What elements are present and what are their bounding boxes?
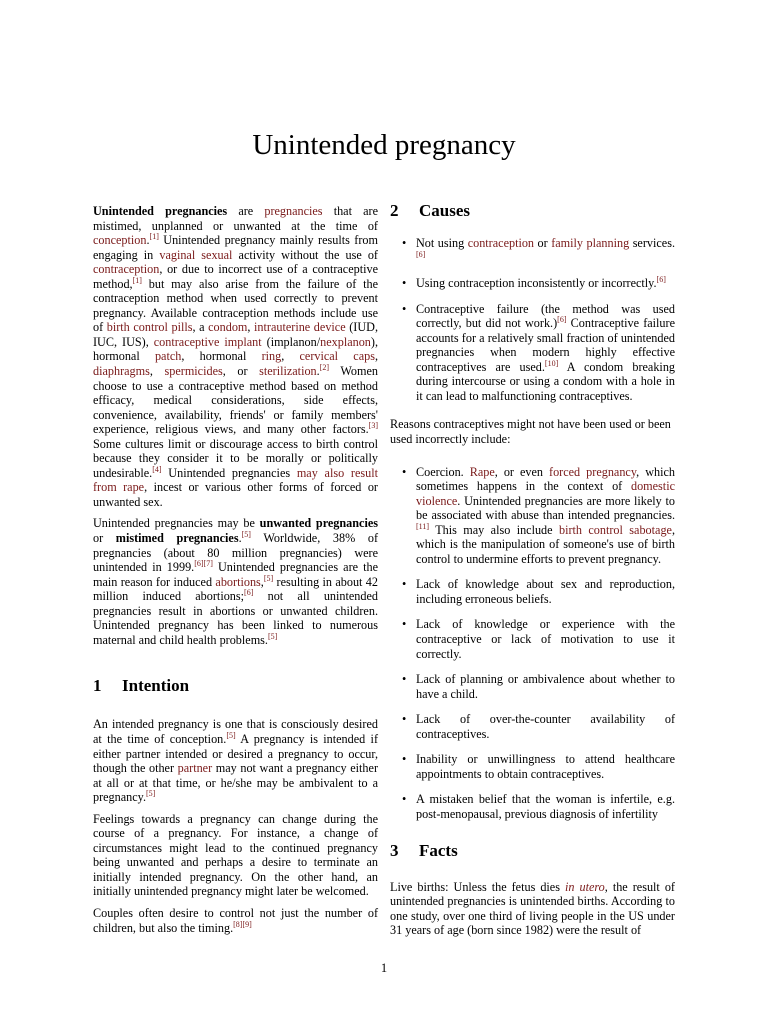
causes-middle-paragraph xyxy=(390,417,675,446)
list-item xyxy=(390,792,675,821)
bullet-icon: • xyxy=(402,464,407,479)
text-run: , the result of unintended pregnancies is unintended births. According to one study, over one third of living people in the US under 31 years of age (born since 1982) were the result of xyxy=(390,879,675,938)
text-run: An intended pregnancy is one that is consciously desired at the time of conception. xyxy=(93,717,378,746)
wiki-link[interactable]: Rape xyxy=(469,464,495,479)
citation-link[interactable]: [6] xyxy=(656,275,666,285)
text-run: are xyxy=(227,204,265,218)
section-number: 3 xyxy=(390,840,399,860)
wiki-link[interactable]: contraceptive implant xyxy=(153,334,262,349)
text-run: Using contraception inconsistently or incorrectly. xyxy=(416,276,657,291)
wiki-link[interactable]: spermicides xyxy=(164,364,223,379)
bullet-icon: • xyxy=(402,301,407,316)
text-run: Live births: Unless the fetus dies xyxy=(390,879,565,894)
text-run: Not using xyxy=(416,236,468,250)
bullet-icon: • xyxy=(402,617,407,632)
list-item xyxy=(390,617,675,661)
list-item xyxy=(390,276,675,291)
text-run: Coercion. xyxy=(416,464,470,479)
section-title: Causes xyxy=(419,201,471,220)
wiki-link[interactable]: may also result from rape xyxy=(93,465,378,495)
wiki-link[interactable]: domestic violence xyxy=(416,479,675,508)
text-run: . xyxy=(146,233,150,248)
wiki-link[interactable]: patch xyxy=(154,349,182,364)
text-run: Lack of knowledge about sex and reproduction, including erroneous beliefs. xyxy=(416,577,675,606)
citation-link[interactable]: [6] xyxy=(244,588,254,598)
text-run: that are mistimed, unplanned or unwanted at the time of xyxy=(93,204,378,233)
citation-link[interactable]: [4] xyxy=(152,464,162,474)
section-heading-facts xyxy=(390,840,675,866)
bullet-icon: • xyxy=(402,577,407,592)
wiki-link[interactable]: nexplanon xyxy=(320,334,371,349)
bold-term: Unintended pregnancies xyxy=(93,204,228,218)
text-run: Contraceptive failure (the method was used correctly, but did not work.) xyxy=(416,301,675,331)
text-run: , which is the manipulation of someone's use of birth control to undermine efforts to prevent pregnancy. xyxy=(416,522,675,566)
section-heading-intention xyxy=(93,676,378,701)
text-run: Lack of over-the-counter availability of contraceptives. xyxy=(416,712,675,741)
citation-link[interactable]: [1] xyxy=(149,232,159,242)
text-run: , or even xyxy=(494,464,550,479)
page-number: 1 xyxy=(380,961,388,975)
right-column xyxy=(390,201,676,945)
section-number: 1 xyxy=(93,676,102,696)
intention-paragraph-3 xyxy=(93,906,378,935)
text-run: or xyxy=(93,531,116,546)
wiki-link[interactable]: condom xyxy=(208,320,248,335)
wiki-link[interactable]: intrauterine device xyxy=(254,320,346,335)
text-run: , a xyxy=(192,320,209,335)
text-run: Lack of planning or ambivalence about whether to have a child. xyxy=(416,672,675,701)
citation-link[interactable]: [5] xyxy=(263,573,274,583)
bold-term: unwanted pregnancies xyxy=(259,516,378,531)
text-run: Worldwide, 38% of pregnancies (about 80 million pregnancies) were unintended in 1999. xyxy=(93,531,378,575)
citation-link[interactable]: [6] xyxy=(416,249,426,259)
list-item xyxy=(390,302,675,404)
citation-link[interactable]: [11] xyxy=(416,521,430,531)
page-title: Unintended pregnancy xyxy=(252,129,516,162)
wiki-link[interactable]: contraception xyxy=(93,262,160,277)
section-title: Intention xyxy=(122,676,190,696)
wiki-link[interactable]: birth control pills xyxy=(106,320,193,335)
text-run: may not want a pregnancy either at all or at that time, or he/she may be ambivalent to a pregnancy. xyxy=(93,761,378,805)
text-run: Unintended pregnancies xyxy=(161,465,297,480)
citation-link[interactable]: [6] xyxy=(557,315,567,325)
list-item xyxy=(390,465,675,567)
text-run: . Unintended pregnancies are more likely to be associated with abuse than intended pregnancies. xyxy=(416,493,675,523)
intro-paragraph-2 xyxy=(93,516,378,647)
list-item xyxy=(390,236,675,265)
text-run: Reasons contraceptives might not have been used or been used incorrectly include: xyxy=(390,417,671,447)
bullet-icon: • xyxy=(402,712,407,727)
bullet-icon: • xyxy=(402,792,407,807)
wiki-link[interactable]: in utero xyxy=(564,879,605,894)
text-run: , incest or various other forms of forced or unwanted sex. xyxy=(93,480,378,509)
citation-link[interactable]: [3] xyxy=(368,421,378,431)
text-run: Some cultures limit or discourage access to birth control because they consider it to be morally or politically undesirable. xyxy=(93,436,378,480)
text-run: ), hormonal xyxy=(93,334,379,364)
intro-paragraph-1 xyxy=(93,204,378,509)
wiki-link[interactable]: sterilization xyxy=(259,364,317,379)
list-item xyxy=(390,752,675,781)
citation-link[interactable]: [6][7] xyxy=(194,559,213,569)
text-run: , or xyxy=(222,364,260,379)
wiki-link[interactable]: ring xyxy=(261,349,282,364)
wiki-link[interactable]: abortions xyxy=(215,574,261,589)
text-run: Unintended pregnancies may be xyxy=(93,516,260,531)
text-run: Lack of knowledge or experience with the contraceptive or lack of motivation to use it correctly. xyxy=(416,617,675,661)
text-run: Unintended pregnancy mainly results from engaging in xyxy=(93,233,378,262)
text-run: A mistaken belief that the woman is infertile, e.g. post-menopausal, previous diagnosis of infertility xyxy=(416,792,675,821)
text-run: . xyxy=(316,364,320,379)
citation-link[interactable]: [1] xyxy=(132,275,142,285)
causes-list-1 xyxy=(390,236,675,403)
text-run: This may also include xyxy=(429,522,559,537)
list-item xyxy=(390,577,675,606)
text-run: services. xyxy=(629,236,675,250)
text-run: Couples often desire to control not just the number of children, but also the timing. xyxy=(93,905,378,935)
citation-link[interactable]: [5] xyxy=(226,730,236,740)
text-run: or xyxy=(534,236,552,250)
wiki-link[interactable]: forced pregnancy xyxy=(549,464,637,479)
citation-link[interactable]: [8][9] xyxy=(233,919,252,929)
section-title: Facts xyxy=(419,840,458,860)
causes-list-2 xyxy=(390,465,675,822)
citation-link[interactable]: [2] xyxy=(319,363,330,373)
wiki-link[interactable]: contraception xyxy=(467,236,535,250)
bold-term: mistimed pregnancies xyxy=(115,531,239,546)
text-run: activity without the use of xyxy=(232,247,378,262)
list-item xyxy=(390,712,675,741)
text-run: Inability or unwillingness to attend healthcare appointments to obtain contraceptives. xyxy=(416,752,675,781)
text-run: A pregnancy is intended if either partner intended or desired a pregnancy to occur, though the other xyxy=(93,731,378,776)
text-run: , xyxy=(247,320,255,335)
citation-link[interactable]: [5] xyxy=(241,530,251,540)
facts-paragraph-1 xyxy=(390,880,675,938)
text-run: (implanon/ xyxy=(261,334,321,349)
text-run: , xyxy=(260,574,264,589)
text-run: Unintended pregnancies are the main reason for induced xyxy=(93,560,379,589)
left-column xyxy=(93,204,378,942)
bullet-icon: • xyxy=(402,672,407,687)
intention-paragraph-1 xyxy=(93,717,378,804)
text-run: (IUD, IUC, IUS), xyxy=(93,320,378,349)
section-number: 2 xyxy=(390,201,399,220)
text-run: Feelings towards a pregnancy can change during the course of a pregnancy. For instance, a change of circumstances might lead to the continued pregnancy being unwanted and perhaps a desire to terminate an initially intended pregnancy. On the other hand, an initially unintended pregnancy might later be welcomed. xyxy=(93,811,378,899)
text-run: resulting in about 42 million induced abortions; xyxy=(93,574,378,604)
text-run: but may also arise from the failure of the contraception method when used correctly to prevent pregnancy. Available contraception methods include use of xyxy=(93,276,378,335)
wiki-link[interactable]: family planning xyxy=(551,236,630,250)
text-run: , or due to incorrect use of a contraceptive method, xyxy=(93,262,378,291)
text-run: , which sometimes happens in the context of xyxy=(416,464,675,494)
wiki-link[interactable]: pregnancies xyxy=(264,204,323,218)
wiki-link[interactable]: vaginal sexual xyxy=(159,247,233,262)
bullet-icon: • xyxy=(402,236,407,250)
bullet-icon: • xyxy=(402,752,407,767)
wiki-link[interactable]: birth control sabotage xyxy=(558,522,672,537)
text-run: , xyxy=(374,349,378,364)
wiki-link[interactable]: diaphragms xyxy=(93,364,150,379)
text-run: , xyxy=(149,364,165,379)
bullet-icon: • xyxy=(402,276,407,291)
intention-paragraph-2 xyxy=(93,812,378,899)
text-run: A condom breaking during intercourse or using a condom with a hole in it can lead to malfunctioning contraceptives. xyxy=(416,359,676,403)
wiki-link[interactable]: cervical caps xyxy=(299,349,375,364)
section-heading-causes xyxy=(390,201,675,226)
list-item xyxy=(390,672,675,701)
text-run: Women choose to use a contraceptive method based on method efficacy, medical considerations, side effects, convenience, availability, friends' or family members' experience, religious views, and many other factors. xyxy=(93,364,378,437)
text-run: , hormonal xyxy=(181,349,262,364)
text-run: . xyxy=(238,531,242,546)
text-run: Contraceptive failure accounts for a relatively small fraction of unintended pregnancies when modern highly effective contraceptives are used. xyxy=(416,316,675,374)
citation-link[interactable]: [5] xyxy=(267,631,278,641)
citation-link[interactable]: [5] xyxy=(146,789,156,799)
wiki-link[interactable]: partner xyxy=(177,761,213,776)
citation-link[interactable]: [10] xyxy=(544,358,559,368)
wiki-link[interactable]: conception xyxy=(93,233,147,248)
text-run: not all unintended pregnancies result in abortions or unwanted children. Unintended pregnancy has been linked to numerous maternal and child health problems. xyxy=(93,589,378,647)
text-run: , xyxy=(281,349,300,364)
